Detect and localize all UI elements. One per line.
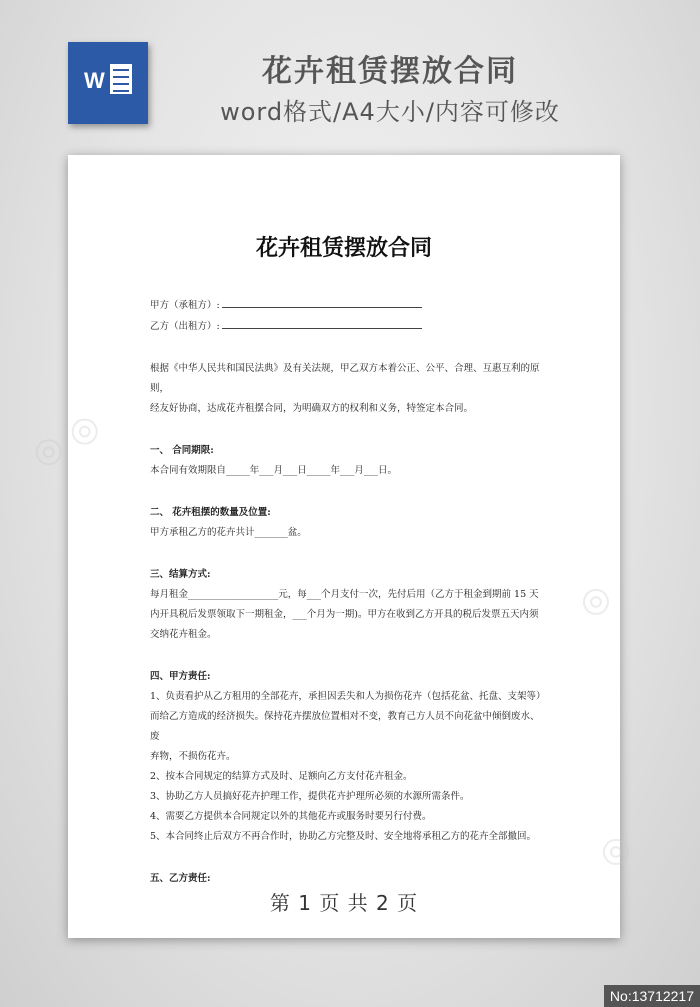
word-icon xyxy=(68,42,148,124)
section-heading-5: 五、乙方责任: xyxy=(150,873,211,884)
intro-line: 根据《中华人民共和国民法典》及有关法规，甲乙双方本着公正、公平、合理、互惠互利的原则， xyxy=(150,363,540,394)
document-page xyxy=(68,155,620,938)
party-a-blank xyxy=(222,295,422,308)
list-item: 弃物，不损伤花卉。 xyxy=(150,751,236,762)
section-heading-4: 四、甲方责任: xyxy=(150,671,211,682)
watermark: ◎ xyxy=(591,825,638,875)
party-a-label: 甲方（承租方）: xyxy=(150,300,220,311)
watermark: ◎ ◎ xyxy=(24,404,107,476)
header-subtitle: word格式/A4大小/内容可修改 xyxy=(220,98,560,126)
list-item: 3、协助乙方人员搞好花卉护理工作，提供花卉护理所必须的水源所需条件。 xyxy=(150,791,470,802)
list-item: 5、本合同终止后双方不再合作时，协助乙方完整及时、安全地将承租乙方的花卉全部撤回。 xyxy=(150,831,537,842)
list-item: 而给乙方造成的经济损失。保持花卉摆放位置相对不变，教育己方人员不向花盆中倾倒废水、废 xyxy=(150,711,540,742)
watermark: ◎ xyxy=(571,575,618,625)
document-title: 花卉租赁摆放合同 xyxy=(255,235,432,261)
section-text: 甲方承租乙方的花卉共计_______盆。 xyxy=(150,527,307,538)
section-heading-2: 二、 花卉租摆的数量及位置: xyxy=(150,507,271,518)
list-item: 1、负责看护从乙方租用的全部花卉，承担因丢失和人为损伤花卉（包括花盆、托盘、支架等） xyxy=(150,691,546,702)
word-icon-letter: W xyxy=(84,68,105,93)
party-b-line xyxy=(150,316,542,337)
party-b-blank xyxy=(222,316,422,329)
section-text: 交纳花卉租金。 xyxy=(150,629,217,640)
document-body xyxy=(150,295,546,889)
document-lines-icon xyxy=(110,64,132,94)
section-heading-1: 一、 合同期限: xyxy=(150,445,214,456)
page-number: 第 1 页 共 2 页 xyxy=(269,891,419,915)
section-text: 内开具税后发票领取下一期租金，___个月为一期)。甲方在收到乙方开具的税后发票五天内须 xyxy=(150,609,539,620)
section-text: 每月租金___________________元，每___个月支付一次，先付后用（乙方于租金到期前 15 天 xyxy=(150,589,539,600)
image-id-badge: No:13712217 xyxy=(604,985,700,1007)
party-b-label: 乙方（出租方）: xyxy=(150,321,220,332)
header-title: 花卉租赁摆放合同 xyxy=(262,54,518,89)
party-a-line xyxy=(150,295,542,316)
intro-line: 经友好协商，达成花卉租摆合同，为明确双方的权利和义务，特签定本合同。 xyxy=(150,403,474,414)
section-heading-3: 三、结算方式: xyxy=(150,569,211,580)
list-item: 4、需要乙方提供本合同规定以外的其他花卉或服务时要另行付费。 xyxy=(150,811,432,822)
section-text: 本合同有效期限自_____年___月___日_____年___月___日。 xyxy=(150,465,398,476)
list-item: 2、按本合同规定的结算方式及时、足额向乙方支付花卉租金。 xyxy=(150,771,413,782)
